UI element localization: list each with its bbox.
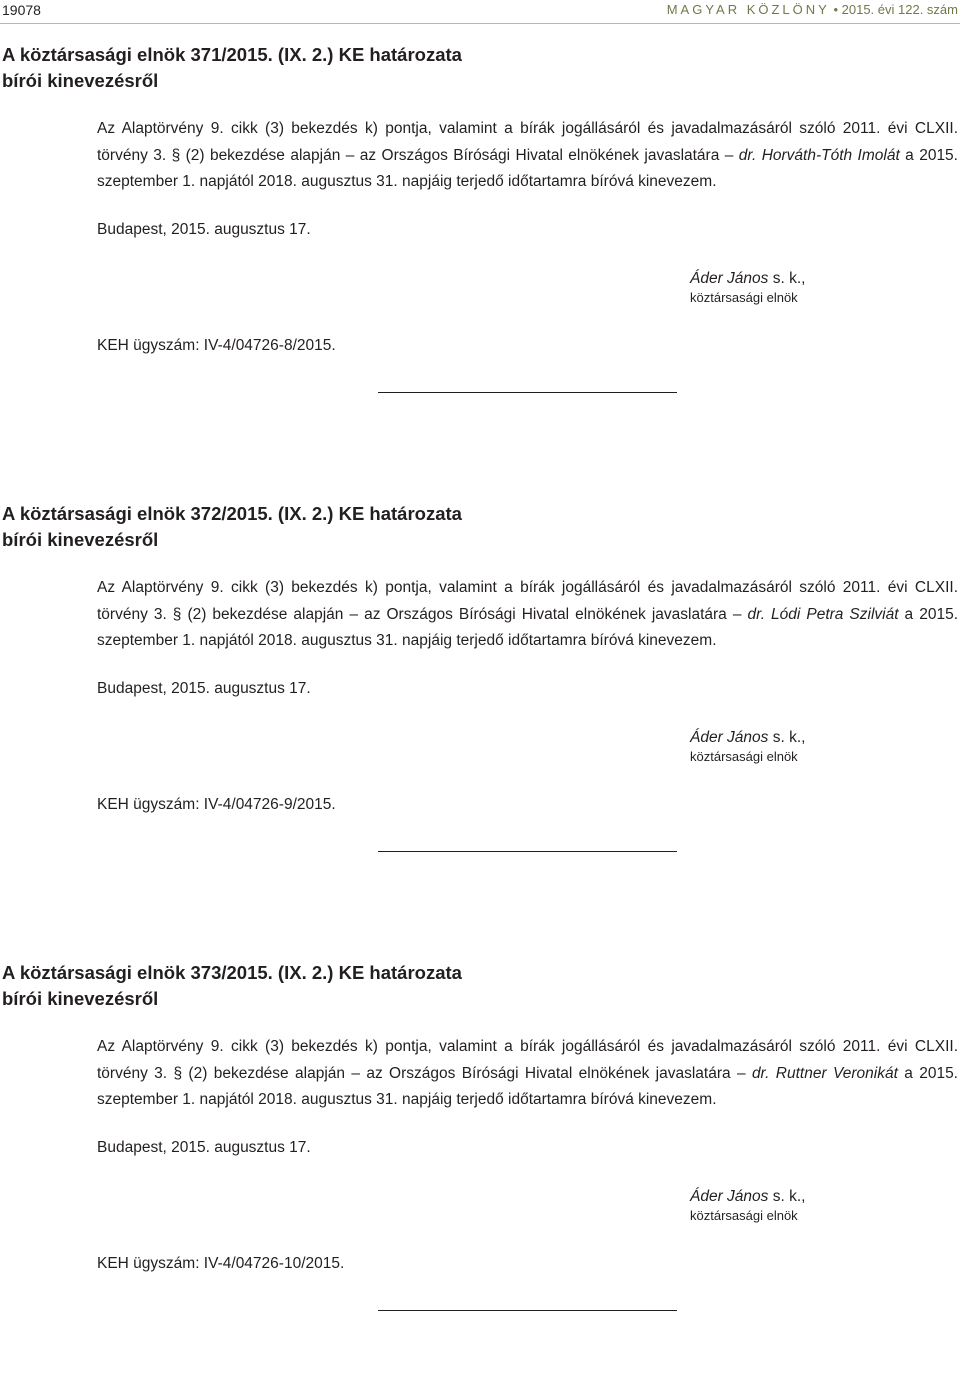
decree-title <box>2 42 462 94</box>
decree-373 <box>0 960 960 1400</box>
decree-body-text: Az Alaptörvény 9. cikk (3) bekezdés k) pontja, valamint a bírák jogállásáról és javadalmazásáról szóló 2011. évi CLXII. törvény 3. § (2) bekezdése alapján – az Országos Bírósági Hivatal elnökének javaslatára – <box>97 579 958 623</box>
decree-date: Budapest, 2015. augusztus 17. <box>97 1139 311 1156</box>
signer <box>690 269 806 289</box>
decree-body <box>97 1034 958 1114</box>
signer-role: köztársasági elnök <box>690 290 798 305</box>
appointee-name: dr. Lódi Petra Szilviát <box>747 605 899 623</box>
decree-371 <box>0 42 960 482</box>
appointee-name: dr. Ruttner Veronikát <box>751 1064 898 1082</box>
decree-body-text-end: a 2015. szeptember 1. napjától 2018. augusztus 31. napjáig terjedő időtartamra bíróvá kinevezem. <box>97 146 958 190</box>
journal-name: MAGYAR KÖZLÖNY <box>666 2 830 17</box>
decree-body-text: Az Alaptörvény 9. cikk (3) bekezdés k) pontja, valamint a bírák jogállásáról és javadalmazásáról szóló 2011. évi CLXII. törvény 3. § (2) bekezdése alapján – az Országos Bírósági Hivatal elnökének javaslatára – <box>97 1038 958 1082</box>
decree-date: Budapest, 2015. augusztus 17. <box>97 680 311 697</box>
decree-date: Budapest, 2015. augusztus 17. <box>97 221 311 238</box>
section-separator <box>378 392 677 393</box>
signer-role: köztársasági elnök <box>690 1208 798 1223</box>
decree-body <box>97 575 958 655</box>
signer <box>690 1187 806 1207</box>
decree-body-text-end: a 2015. szeptember 1. napjától 2018. augusztus 31. napjáig terjedő időtartamra bíróvá kinevezem. <box>97 1064 958 1108</box>
decree-body-text-end: a 2015. szeptember 1. napjától 2018. augusztus 31. napjáig terjedő időtartamra bíróvá kinevezem. <box>97 605 958 649</box>
page-number: 19078 <box>2 2 41 18</box>
signature-block <box>690 1187 806 1225</box>
decree-title-line2: bírói kinevezésről <box>2 529 159 550</box>
signer-suffix: s. k., <box>768 1188 806 1205</box>
signer-name: Áder János <box>690 729 769 746</box>
decree-372 <box>0 501 960 941</box>
journal-info <box>667 2 958 17</box>
decree-title-line1: A köztársasági elnök 372/2015. (IX. 2.) KE határozata <box>2 503 462 524</box>
signature-block <box>690 728 806 766</box>
bullet-separator: • <box>833 2 839 17</box>
signer <box>690 728 806 748</box>
case-number: KEH ügyszám: IV-4/04726-8/2015. <box>97 337 336 354</box>
signer-role: köztársasági elnök <box>690 749 798 764</box>
decree-title <box>2 501 462 553</box>
decree-title-line1: A köztársasági elnök 371/2015. (IX. 2.) KE határozata <box>2 44 462 65</box>
decree-body <box>97 116 958 196</box>
decree-title <box>2 960 462 1012</box>
header-rule <box>0 23 960 24</box>
signer-name: Áder János <box>690 270 769 287</box>
case-number: KEH ügyszám: IV-4/04726-9/2015. <box>97 796 336 813</box>
appointee-name: dr. Horváth-Tóth Imolát <box>738 146 900 164</box>
signature-block <box>690 269 806 307</box>
decree-title-line2: bírói kinevezésről <box>2 70 159 91</box>
section-separator <box>378 1310 677 1311</box>
signer-suffix: s. k., <box>768 729 806 746</box>
page-header <box>0 0 960 26</box>
decree-title-line1: A köztársasági elnök 373/2015. (IX. 2.) KE határozata <box>2 962 462 983</box>
decree-body-text: Az Alaptörvény 9. cikk (3) bekezdés k) pontja, valamint a bírák jogállásáról és javadalmazásáról szóló 2011. évi CLXII. törvény 3. § (2) bekezdése alapján – az Országos Bírósági Hivatal elnökének javaslatára – <box>97 120 958 164</box>
case-number: KEH ügyszám: IV-4/04726-10/2015. <box>97 1255 345 1272</box>
section-separator <box>378 851 677 852</box>
decree-title-line2: bírói kinevezésről <box>2 988 159 1009</box>
issue-label: 2015. évi 122. szám <box>841 2 958 17</box>
signer-name: Áder János <box>690 1188 769 1205</box>
signer-suffix: s. k., <box>768 270 806 287</box>
